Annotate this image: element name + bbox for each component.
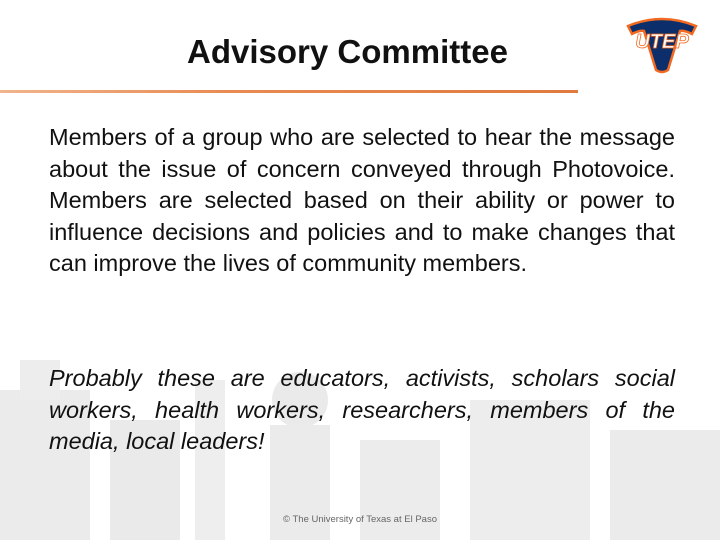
definition-paragraph: Members of a group who are selected to hear the message about the issue of concern conveyed through Photovoice. Members are selected based on their ability or power to influence decisions and policies and to make changes that can improve the lives of community members.	[49, 124, 675, 277]
title-underline	[0, 90, 578, 93]
utep-logo-icon	[624, 14, 700, 74]
slide-title: Advisory Committee	[187, 33, 508, 70]
copyright-footer: © The University of Texas at El Paso	[283, 514, 437, 525]
logo-text: UTEP	[635, 31, 689, 53]
examples-paragraph: Probably these are educators, activists, scholars social workers, health workers, researchers, members of the media, local leaders!	[49, 365, 675, 455]
